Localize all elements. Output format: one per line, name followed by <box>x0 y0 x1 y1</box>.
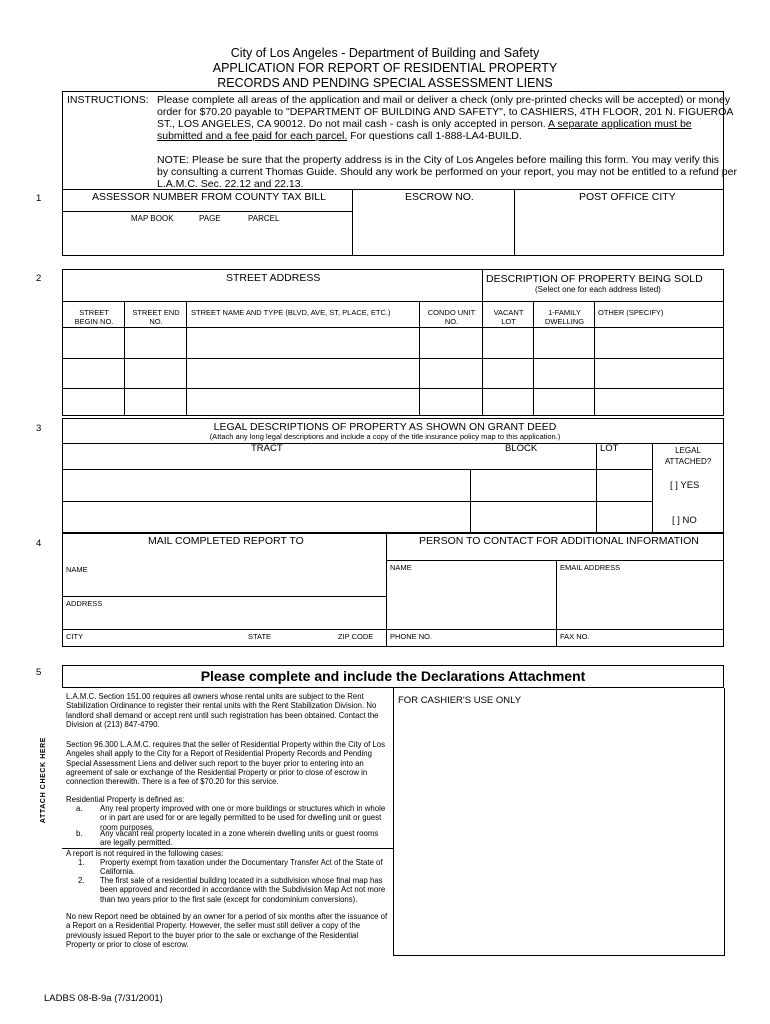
col-one-family: 1-FAMILY DWELLING <box>544 308 585 326</box>
tract-input-2[interactable] <box>64 503 468 531</box>
mail-city-label: CITY <box>66 632 84 641</box>
post-office-city-input[interactable] <box>516 203 722 254</box>
legal-attached-no[interactable]: [ ] NO <box>672 515 697 526</box>
assessor-number-input[interactable] <box>64 224 350 254</box>
form-code: LADBS 08-B-9a (7/31/2001) <box>44 993 163 1004</box>
residential-definition-heading: Residential Property is defined as: <box>66 795 185 804</box>
page-label: PAGE <box>199 214 221 223</box>
mail-address-label: ADDRESS <box>66 599 103 608</box>
contact-email-label: EMAIL ADDRESS <box>560 563 621 572</box>
lot-label: LOT <box>600 443 619 454</box>
escrow-number-label: ESCROW NO. <box>405 191 474 203</box>
note-line2: by consulting a current Thomas Guide. Should any work be performed on your report, you may not be entitled to a refund per <box>157 166 737 178</box>
col-street-begin: STREET BEGIN NO. <box>74 308 114 326</box>
tract-label: TRACT <box>251 443 283 454</box>
contact-name-label: NAME <box>390 563 412 572</box>
post-office-city-label: POST OFFICE CITY <box>579 191 676 203</box>
instructions-line2: order for $70.20 payable to "DEPARTMENT OF BUILDING AND SAFETY", to CASHIERS, 4TH FLOOR, 201 N. FIGUEROA <box>157 106 734 118</box>
mail-state-label: STATE <box>248 632 272 641</box>
block-label: BLOCK <box>505 443 538 454</box>
note-line1: NOTE: Please be sure that the property address is in the City of Los Angeles before mailing this form. You may verify this <box>157 154 720 166</box>
col-street-name: STREET NAME AND TYPE (BLVD, AVE, ST, PLACE, ETC.) <box>191 308 391 317</box>
definition-b-text: Any vacant real property located in a zone wherein dwelling units or guest rooms are legally permitted. <box>100 829 379 848</box>
parcel-label: PARCEL <box>248 214 280 223</box>
street-address-label: STREET ADDRESS <box>226 272 321 284</box>
mail-name-label: NAME <box>66 565 88 574</box>
instructions-line3: ST., LOS ANGELES, CA 90012. Do not mail cash - cash is only accepted in person. A separate application must be <box>157 118 692 130</box>
legal-attached-label: LEGAL ATTACHED? <box>664 446 712 466</box>
exemption-1-text: Property exempt from taxation under the Documentary Transfer Act of the State of California. <box>100 858 383 877</box>
definition-b-label: b. <box>76 829 83 838</box>
address-row-1[interactable] <box>64 329 722 357</box>
exemption-2-label: 2. <box>78 876 85 885</box>
mail-report-label: MAIL COMPLETED REPORT TO <box>148 535 304 547</box>
col-condo-unit: CONDO UNIT NO. <box>427 308 476 326</box>
note-line3: L.A.M.C. Sec. 22.12 and 22.13. <box>157 178 304 190</box>
contact-email-input[interactable] <box>558 573 722 628</box>
tract-input-1[interactable] <box>64 471 468 500</box>
col-street-end: STREET END NO. <box>132 308 180 326</box>
mail-address-input[interactable] <box>64 609 384 628</box>
contact-phone-label: PHONE NO. <box>390 632 433 641</box>
definition-a-label: a. <box>76 804 83 813</box>
col-vacant-lot: VACANT LOT <box>493 308 524 326</box>
legal-attached-yes[interactable]: [ ] YES <box>670 480 700 491</box>
property-description-title: DESCRIPTION OF PROPERTY BEING SOLD <box>486 273 703 285</box>
cashier-use-label: FOR CASHIER'S USE ONLY <box>398 695 522 706</box>
instructions-line1: Please complete all areas of the application and mail or deliver a check (only pre-printed checks will be accepted) or money <box>157 94 731 106</box>
form-title-line1: APPLICATION FOR REPORT OF RESIDENTIAL PROPERTY <box>212 61 558 75</box>
mail-zip-label: ZIP CODE <box>338 632 374 641</box>
contact-fax-label: FAX NO. <box>560 632 590 641</box>
map-book-label: MAP BOOK <box>131 214 174 223</box>
section-number-2: 2 <box>36 273 42 284</box>
mail-city-state-zip-input[interactable] <box>64 642 384 646</box>
cashier-use-area <box>395 710 722 953</box>
section-number-4: 4 <box>36 538 42 549</box>
section-number-3: 3 <box>36 423 42 434</box>
section-96300-paragraph: Section 96.300 L.A.M.C. requires that the seller of Residential Property within the City of Los Angeles shall apply to the City for a Report of Residential Property Records and Pending Special Assessment Liens and deliver such report to the buyer prior to entering into an agreement of sale or exchange of the Residential Property or prior to close of escrow in connection therewith. There is a fee of $70.20 for this service. <box>66 740 385 787</box>
exemption-1-label: 1. <box>78 858 85 867</box>
six-month-rule-paragraph: No new Report need be obtained by an owner for a period of six months after the issuance of a Report on a Residential Property. However, the seller must still deliver a copy of the previously issued Report to the buyer prior to the sale or exchange of the Residential Property or prior to close of escrow. <box>66 912 388 949</box>
section-number-5: 5 <box>36 667 42 678</box>
mail-name-input[interactable] <box>64 575 384 595</box>
contact-name-input[interactable] <box>388 573 554 628</box>
form-agency-title: City of Los Angeles - Department of Building and Safety <box>230 46 540 60</box>
declarations-title: Please complete and include the Declarations Attachment <box>200 668 586 684</box>
legal-description-title: LEGAL DESCRIPTIONS OF PROPERTY AS SHOWN ON GRANT DEED <box>213 421 557 433</box>
property-description-subtitle: (Select one for each address listed) <box>535 285 661 294</box>
instructions-label: INSTRUCTIONS: <box>67 94 149 106</box>
instructions-line4: submitted and a fee paid for each parcel. For questions call 1-888-LA4-BUILD. <box>157 130 522 142</box>
definition-a-text: Any real property improved with one or more buildings or structures which in whole or in part are used for or are legally permitted to be used for dwelling unit or guest room purposes. <box>100 804 386 832</box>
address-row-2[interactable] <box>64 360 722 387</box>
legal-description-subtitle: (Attach any long legal descriptions and include a copy of the title insurance policy map to this application.) <box>209 432 561 441</box>
rent-stabilization-paragraph: L.A.M.C. Section 151.00 requires all owners whose rental units are subject to the Rent Stabilization Ordinance to register their rental units with the Rent Stabilization Division. No landlord shall demand or accept rent until such registration has been obtained. Contact the Division at (213) 847-4790. <box>66 692 379 729</box>
contact-person-label: PERSON TO CONTACT FOR ADDITIONAL INFORMATION <box>419 535 699 547</box>
report-exemptions-heading: A report is not required in the following cases: <box>66 849 224 858</box>
escrow-number-input[interactable] <box>354 203 514 254</box>
assessor-number-label: ASSESSOR NUMBER FROM COUNTY TAX BILL <box>92 191 326 203</box>
col-other-specify: OTHER (SPECIFY) <box>598 308 664 317</box>
attach-check-label: ATTACH CHECK HERE <box>39 736 47 824</box>
section-number-1: 1 <box>36 193 42 204</box>
address-row-3[interactable] <box>64 390 722 415</box>
exemption-2-text: The first sale of a residential building located in a subdivision whose final map has been approved and recorded in accordance with the Subdivision Map Act not more than two years prior to the first sale (except for condominium conversions). <box>100 876 386 904</box>
form-title-line2: RECORDS AND PENDING SPECIAL ASSESSMENT LIENS <box>217 76 553 90</box>
